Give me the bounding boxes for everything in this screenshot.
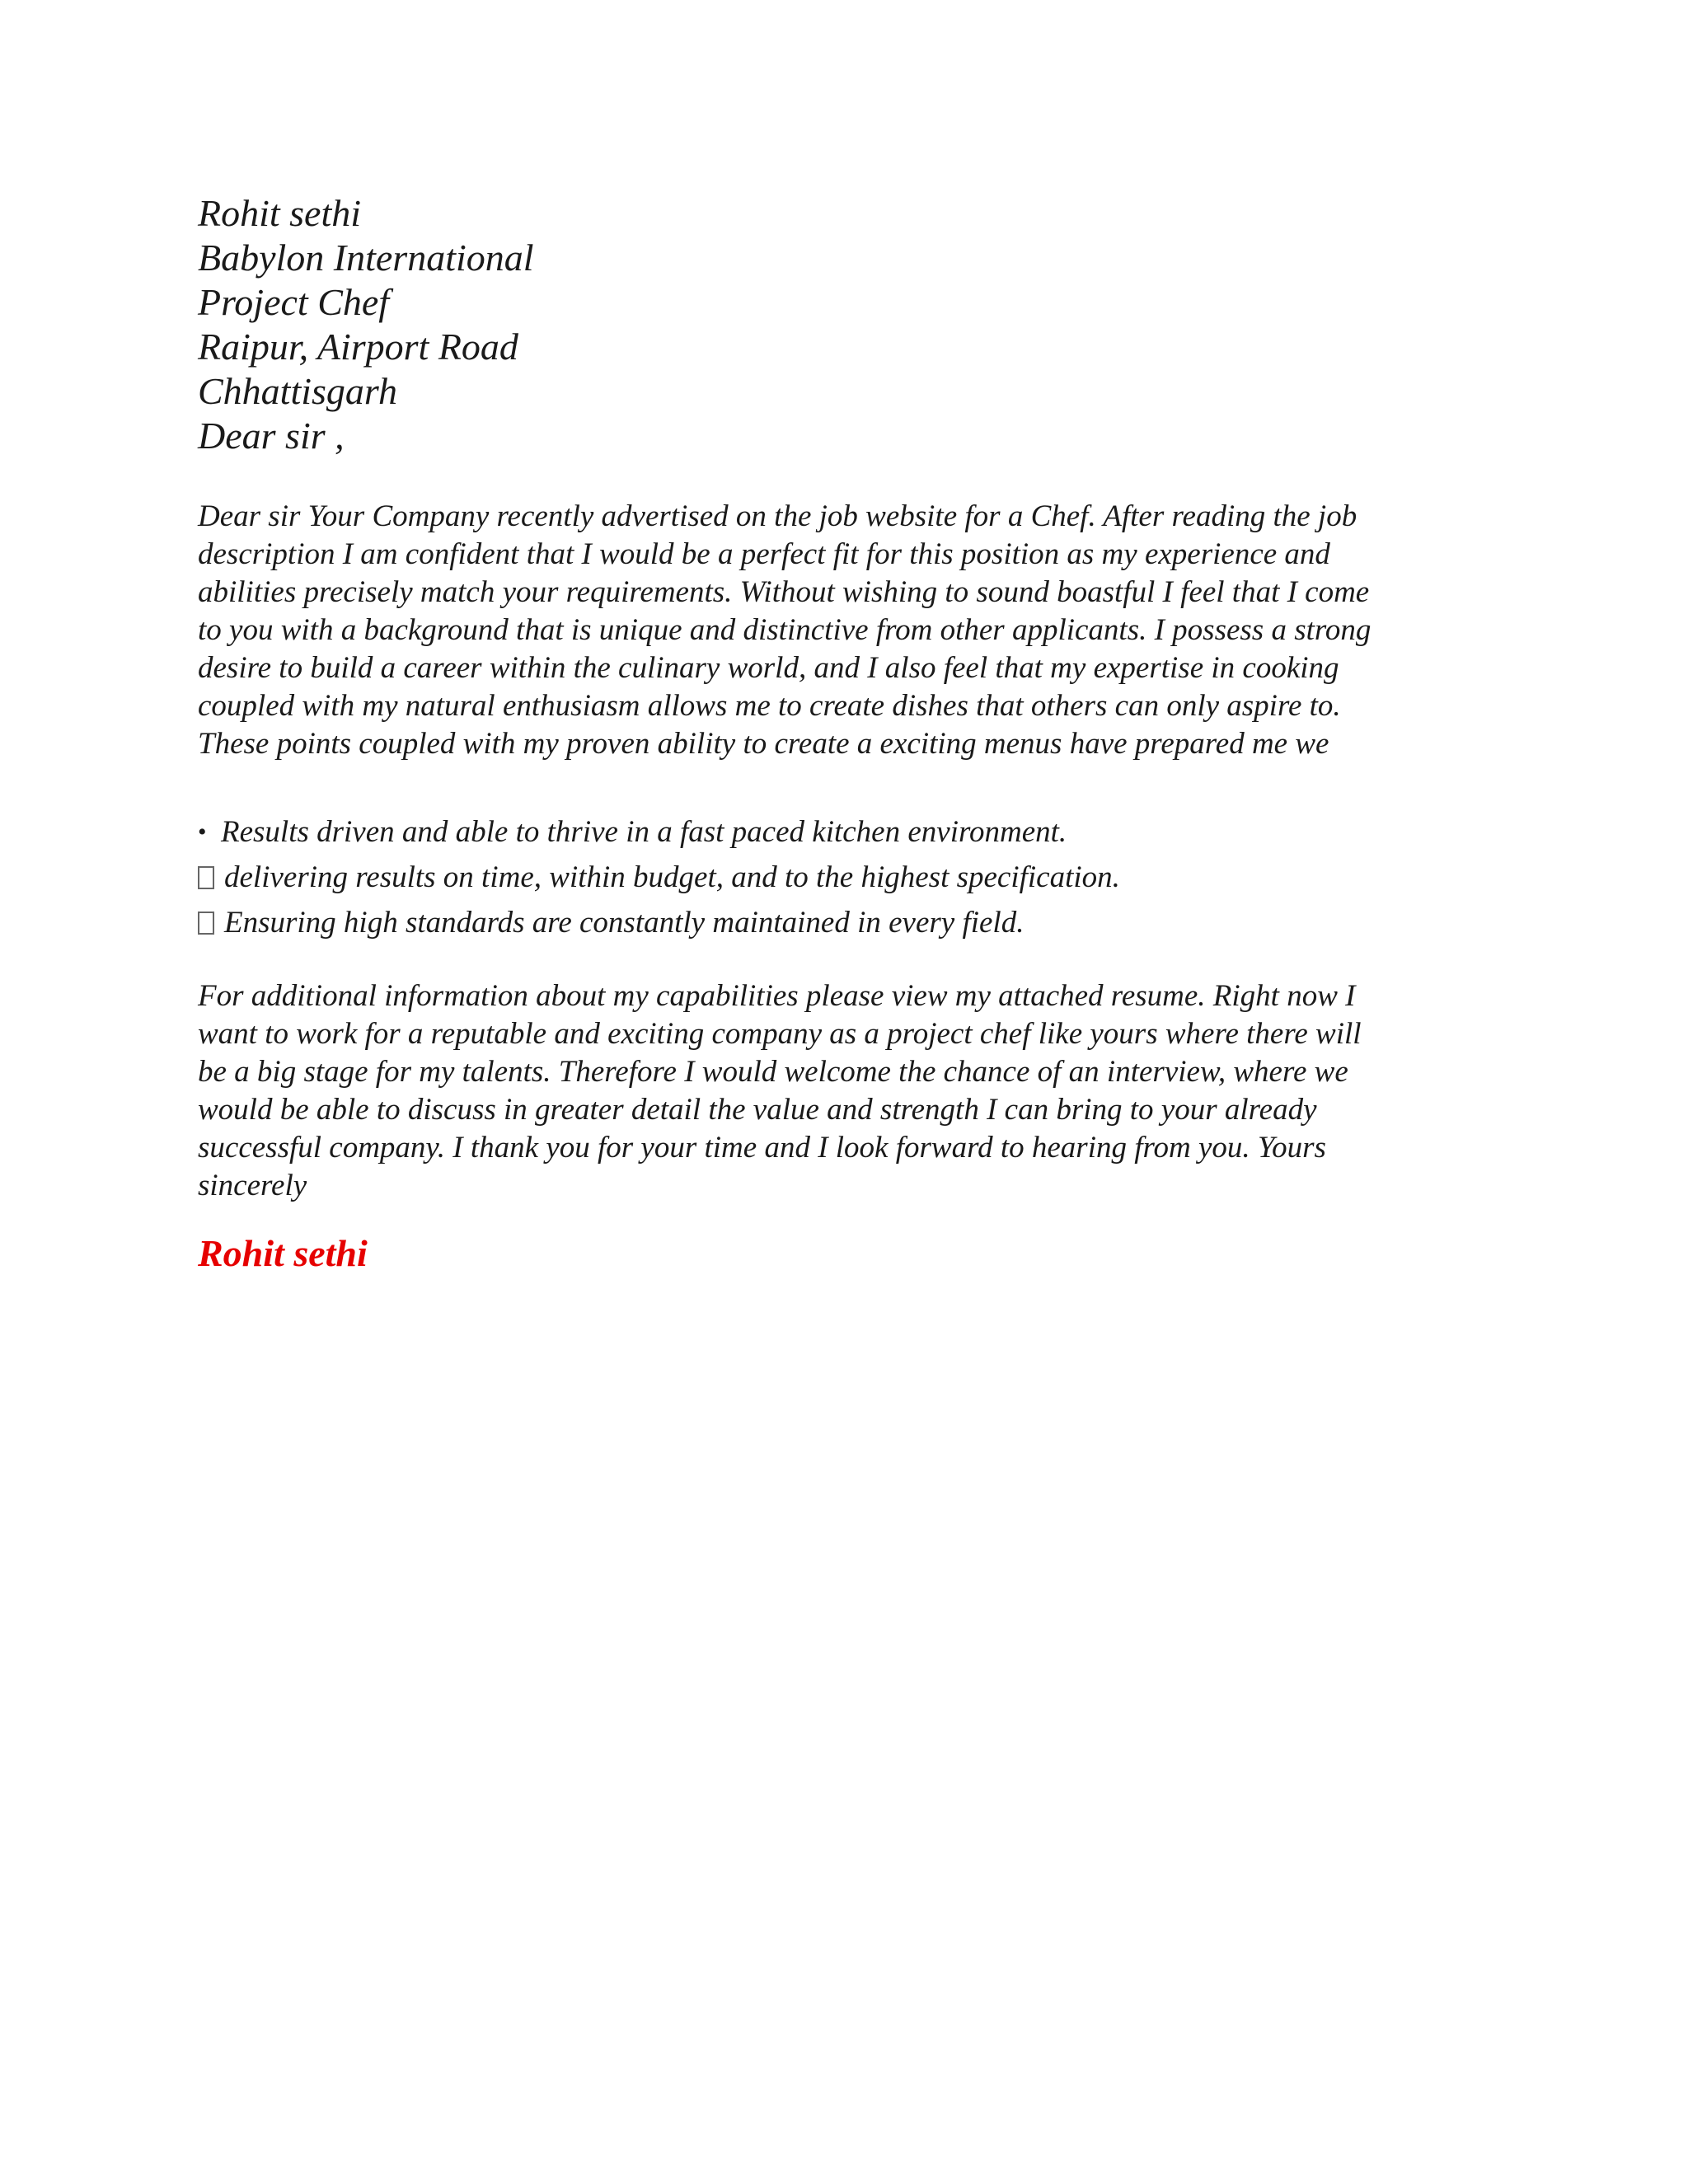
bullet-list [198, 809, 1500, 945]
paragraph-line: For additional information about my capabilities please view my attached resume. Right now I [198, 979, 1356, 1013]
paragraph-line: to you with a background that is unique and distinctive from other applicants. I possess a strong [198, 613, 1372, 647]
address-block [198, 191, 1434, 458]
paragraph-line: sincerely [198, 1169, 307, 1202]
closing-paragraph [198, 977, 1500, 1205]
paragraph-line: abilities precisely match your requirements. Without wishing to sound boastful I feel that I come [198, 575, 1370, 609]
address-street: Raipur, Airport Road [198, 326, 518, 368]
paragraph-line: successful company. I thank you for your time and I look forward to hearing from you. Yours [198, 1131, 1326, 1165]
intro-paragraph [198, 498, 1500, 763]
bullet-item [198, 855, 1500, 900]
paragraph-line: be a big stage for my talents. Therefore I would welcome the chance of an interview, where we [198, 1055, 1348, 1089]
paragraph-line: These points coupled with my proven ability to create a exciting menus have prepared me we [198, 727, 1329, 761]
sender-name: Rohit sethi [198, 192, 362, 234]
bullet-dot-icon: • [198, 818, 207, 846]
bullet-text: delivering results on time, within budget, and to the highest specification. [224, 860, 1120, 894]
salutation: Dear sir , [198, 415, 345, 457]
paragraph-line: desire to build a career within the culinary world, and I also feel that my expertise in cooking [198, 651, 1339, 685]
paragraph-line: would be able to discuss in greater detail the value and strength I can bring to your already [198, 1093, 1317, 1127]
missing-glyph-box-icon [198, 912, 214, 935]
paragraph-line: description I am confident that I would be a perfect fit for this position as my experience and [198, 537, 1330, 571]
bullet-item [198, 809, 1500, 855]
position-title: Project Chef [198, 281, 390, 323]
signature-name: Rohit sethi [198, 1232, 368, 1274]
paragraph-line: Dear sir Your Company recently advertised on the job website for a Chef. After reading the job [198, 499, 1357, 533]
bullet-item [198, 900, 1500, 945]
paragraph-line: want to work for a reputable and exciting company as a project chef like yours where there will [198, 1017, 1362, 1051]
bullet-text: Ensuring high standards are constantly maintained in every field. [224, 906, 1025, 940]
missing-glyph-box-icon [198, 866, 214, 889]
bullet-text: Results driven and able to thrive in a fast paced kitchen environment. [221, 815, 1067, 849]
paragraph-line: coupled with my natural enthusiasm allows me to create dishes that others can only aspire to. [198, 689, 1341, 723]
address-state: Chhattisgarh [198, 370, 397, 412]
company-name: Babylon International [198, 237, 534, 279]
